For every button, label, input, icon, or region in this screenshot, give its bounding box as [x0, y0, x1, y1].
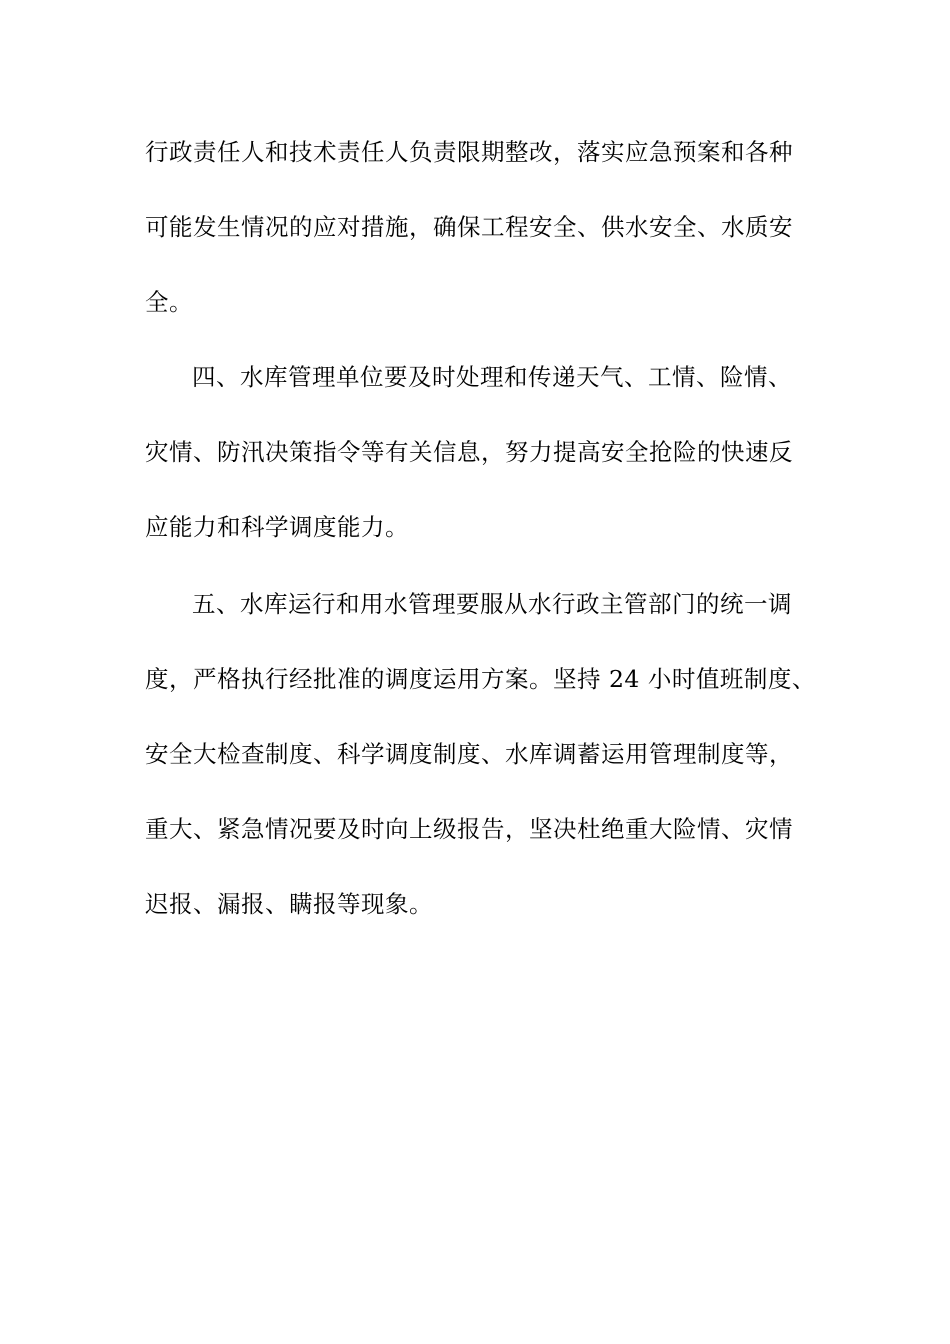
paragraph-item-4-line-1: 四、水库管理单位要及时处理和传递天气、工情、险情、	[192, 363, 792, 391]
paragraph-continuation-line-2: 可能发生情况的应对措施，确保工程安全、供水安全、水质安	[145, 213, 793, 241]
paragraph-item-5-line-2: 度，严格执行经批准的调度运用方案。坚持 24 小时值班制度、	[145, 665, 816, 693]
paragraph-continuation-line-1: 行政责任人和技术责任人负责限期整改，落实应急预案和各种	[145, 138, 793, 166]
paragraph-item-5-line-3: 安全大检查制度、科学调度制度、水库调蓄运用管理制度等，	[145, 740, 793, 768]
paragraph-item-4-line-2: 灾情、防汛决策指令等有关信息，努力提高安全抢险的快速反	[145, 438, 793, 466]
paragraph-item-5-line-5: 迟报、漏报、瞒报等现象。	[145, 890, 433, 918]
paragraph-continuation-line-3: 全。	[145, 288, 193, 316]
paragraph-item-5-line-1: 五、水库运行和用水管理要服从水行政主管部门的统一调	[192, 590, 792, 618]
paragraph-item-4-line-3: 应能力和科学调度能力。	[145, 513, 409, 541]
paragraph-item-5-line-4: 重大、紧急情况要及时向上级报告，坚决杜绝重大险情、灾情	[145, 815, 793, 843]
